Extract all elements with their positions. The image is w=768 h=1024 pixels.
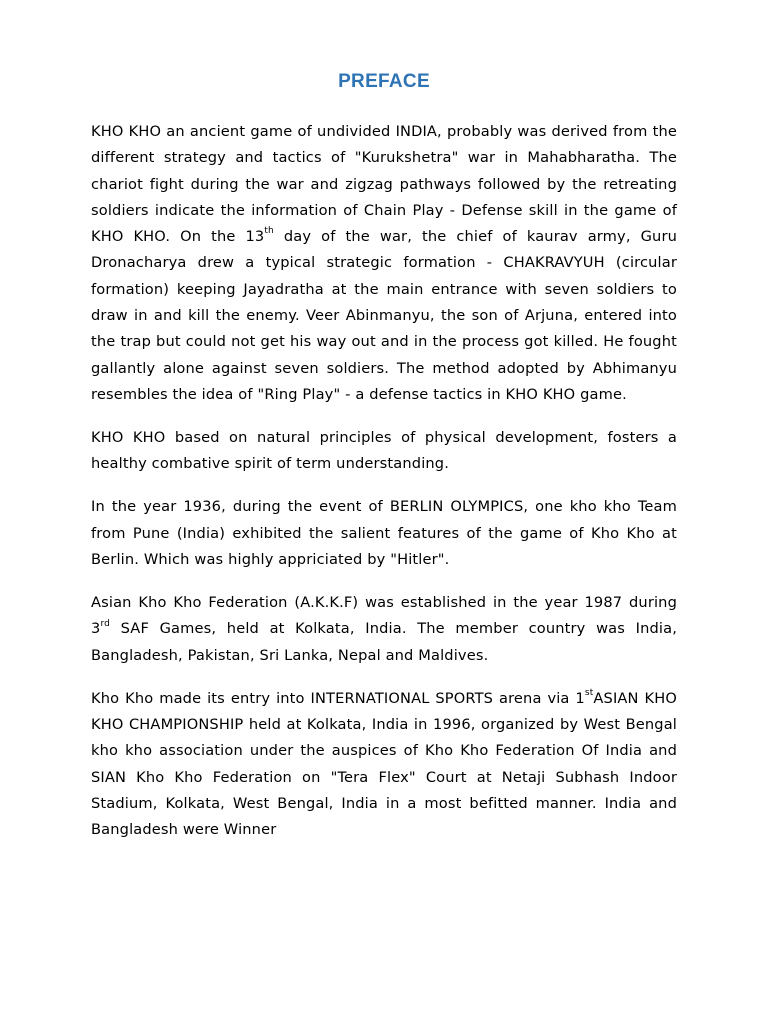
paragraph-akkf-text-a: Asian Kho Kho Federation (A.K.K.F) was established in the year 1987 during 3 (91, 594, 677, 638)
paragraph-origin (91, 119, 677, 408)
ordinal-suffix: rd (100, 618, 110, 629)
paragraph-international-text-a: Kho Kho made its entry into INTERNATIONAL SPORTS arena via 1 (91, 689, 585, 707)
ordinal-suffix: st (584, 687, 594, 698)
paragraph-principles: KHO KHO based on natural principles of physical development, fosters a healthy combative spirit of term understanding. (91, 429, 677, 473)
paragraph-origin-text-b: day of the war, the chief of kaurav army, Guru Dronacharya drew a typical strategic formation - CHAKRAVYUH (circular formation) keeping Jayadratha at the main entrance with seven soldiers to draw in and kill the enemy. Veer Abinmanyu, the son of Arjuna, entered into the trap but could not get his way out and in the process got killed. He fought gallantly alone against seven soldiers. The method adopted by Abhimanyu resembles the idea of "Ring Play" - a defense tactics in KHO KHO game. (91, 228, 678, 403)
body-text (91, 119, 677, 860)
page-title: PREFACE (338, 71, 430, 92)
paragraph-berlin: In the year 1936, during the event of BERLIN OLYMPICS, one kho kho Team from Pune (India) exhibited the salient features of the game of Kho Kho at Berlin. Which was highly appriciated by "Hitler". (91, 498, 677, 569)
ordinal-suffix: th (264, 226, 274, 237)
paragraph-international (91, 686, 677, 844)
paragraph-akkf-text-b: SAF Games, held at Kolkata, India. The member country was India, Bangladesh, Pakistan, Sri Lanka, Nepal and Maldives. (91, 620, 677, 664)
paragraph-akkf (91, 590, 677, 669)
paragraph-international-text-b: ASIAN KHO KHO CHAMPIONSHIP held at Kolkata, India in 1996, organized by West Bengal kho kho association under the auspices of Kho Kho Federation Of India and SIAN Kho Kho Federation on "Tera Flex" Court at Netaji Subhash Indoor Stadium, Kolkata, West Bengal, India in a most befitted manner. India and Bangladesh were Winner (91, 689, 677, 839)
paragraph-origin-text-a: KHO KHO an ancient game of undivided INDIA, probably was derived from the different strategy and tactics of "Kurukshetra" war in Mahabharatha. The chariot fight during the war and zigzag pathways followed by the retreating soldiers indicate the information of Chain Play - Defense skill in the game of KHO KHO. On the 13 (91, 123, 677, 246)
